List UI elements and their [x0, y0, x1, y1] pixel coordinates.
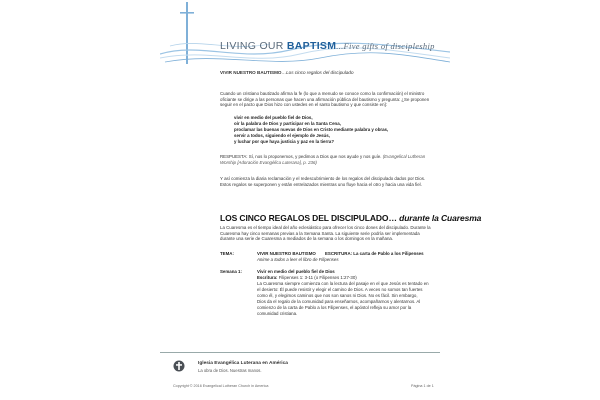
semana-line: el desierto: Él puede resistir y elegir el camino de Dios. A veces no somos tan fuertes — [257, 287, 423, 292]
section-heading-main: LOS CINCO REGALOS DEL DISCIPULADO… — [220, 213, 400, 223]
baptism-logo-graphic — [160, 2, 450, 72]
semana-line: comunidad cristiana. — [257, 311, 298, 316]
quote-line: vivir en medio del pueblo fiel de Dios, — [234, 115, 313, 120]
semana-line: La Cuaresma siempre comienza con la lectura del pasaje en el que Jesús es tentado en — [257, 281, 429, 286]
semana-label: Semana 1: — [220, 269, 242, 274]
brand-subtitle: ...Five gifts of discipleship — [336, 41, 435, 51]
intro-paragraph: Cuando un cristiano bautizado afirma la fe (lo que a menudo se conoce como la confirmación) el ministro oficiante se dirige a las personas que hacen una afirmación pública del bautismo y pregunta: ¿Se proponen seguir en el pacto que Dios hizo con ustedes en el santo bautismo y que consiste en]: — [220, 91, 430, 108]
tema-escritura: ESCRITURA: La carta de Pablo a los Filipenses — [325, 251, 424, 256]
footer-divider — [160, 352, 440, 353]
elca-cross-logo-icon — [173, 360, 185, 372]
respuesta-block — [220, 154, 435, 165]
semana-escritura-ref: Filipenses 1: 3-11 (o Filipenses 1:27-30) — [277, 275, 357, 280]
quote-line: servir a todos, siguiendo el ejemplo de Jesús, — [234, 133, 330, 138]
closing-paragraph: Y así comienza la diaria reclamación y el redescubrimiento de los regalos del discipulado dados por Dios. Estos regalos se superponen y están entrelazados mientras uno fluye hacia el otro y hacia una vida fiel. — [220, 176, 426, 187]
quote-line: y luchar por que haya justicia y paz en la tierra? — [234, 139, 335, 144]
brand-title-bold: BAPTISM — [286, 40, 337, 52]
section-paragraph: La Cuaresma es el tiempo ideal del año eclesiástico para ofrecer los cinco dones del discipulado. Durante la Cuaresma hay cinco semanas previas a la Semana Santa. La siguiente serie podría ser implementada durante una serie de Cuaresma a mediados de la semana o los domingos en la mañana. — [220, 225, 431, 242]
section-heading-italic: durante la Cuaresma — [399, 213, 482, 223]
respuesta-source: (Evangelical Lutheran Worship [Adoración Evangélica Luterana], p. 236) — [220, 154, 426, 165]
copyright: Copyright © 2016 Evangelical Lutheran Church in America — [173, 384, 269, 388]
org-tagline: La obra de Dios. Nuestras manos. — [198, 368, 262, 373]
respuesta-text: RESPUESTA: Sí, nos lo proponemos, y pedimos a Dios que nos ayude y nos guíe. — [220, 154, 382, 159]
document-subtitle — [220, 70, 354, 75]
quote-line: oír la palabra de Dios y participar en la Santa Cena, — [234, 121, 341, 126]
semana-title: Vivir en medio del pueblo fiel de Dios — [257, 269, 335, 274]
subtitle-bold: VIVIR NUESTRO BAUTISMO — [220, 70, 282, 75]
subtitle-italic: …Los cinco regalos del discipulado — [281, 70, 354, 75]
tema-value: VIVIR NUESTRO BAUTISMO — [257, 251, 316, 256]
quote-line: proclamar las buenas nuevas de Dios en Cristo mediante palabra y obras, — [234, 127, 389, 132]
semana-line: Dios da el regalo de la comunidad para enseñarnos, acompañarnos y alentarnos. Al — [257, 299, 421, 304]
brand-title-pre: LIVING OUR — [220, 40, 287, 52]
tema-note: Anime a todos a leer el libro de Filipenses — [257, 257, 339, 262]
semana-escritura — [257, 275, 357, 281]
semana-line: como él, y elegimos caminos que nos son sanos ni Dios. No es fácil. Sin embargo, — [257, 293, 418, 298]
section-heading — [220, 213, 481, 223]
tema-label: TEMA: — [220, 251, 234, 256]
semana-line: comienzo de la carta de Pablo a los Filipenses, el apóstol refleja su amor por la — [257, 305, 412, 310]
brand-title — [220, 40, 435, 52]
page-number: Página 1 de 1 — [411, 384, 434, 388]
org-name: Iglesia Evangélica Luterana en América — [198, 361, 288, 366]
semana-escritura-label: Escritura: — [257, 275, 278, 280]
